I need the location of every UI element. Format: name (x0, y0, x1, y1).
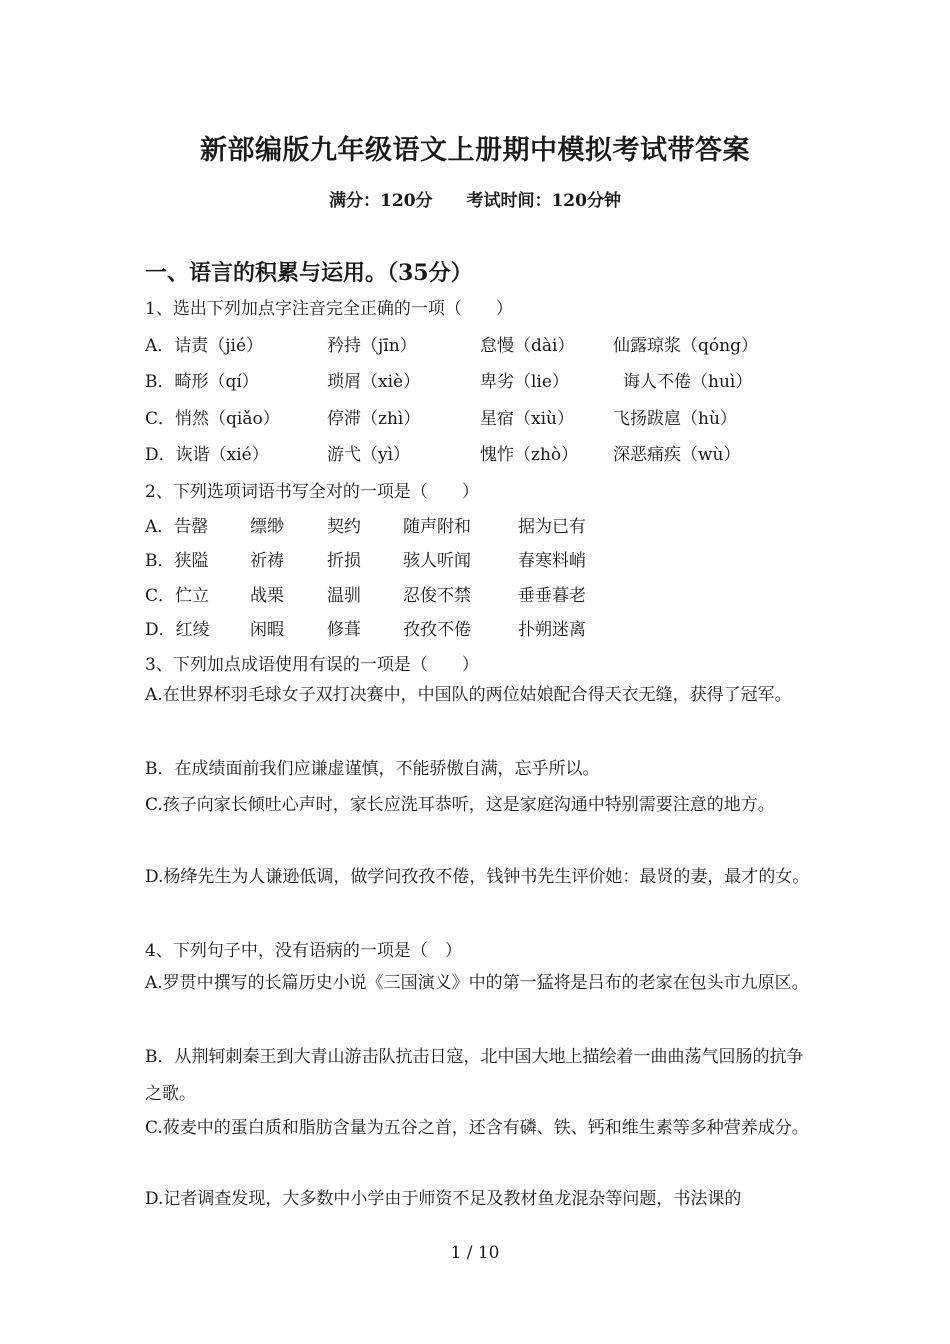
full-score: 满分：120分 (329, 191, 433, 211)
q3-option-a: A.在世界杯羽毛球女子双打决赛中，中国队的两位姑娘配合得天衣无缝，获得了冠军。 (145, 685, 792, 705)
word-cell: 春寒料峭 (518, 551, 586, 571)
option-cell: 停滞（zhì） (327, 409, 421, 429)
q4-option-d: D.记者调查发现，大多数中小学由于师资不足及教材鱼龙混杂等问题，书法课的 (145, 1189, 742, 1209)
word-cell: C．伫立 (145, 586, 210, 606)
option-cell: D．诙谐（xié） (145, 445, 269, 465)
option-cell: 矜持（jīn） (327, 336, 417, 356)
exam-time: 考试时间：120分钟 (466, 191, 621, 211)
option-cell: A．诘责（jié） (145, 336, 264, 356)
option-cell: 星宿（xiù） (480, 409, 574, 429)
q4-option-a: A.罗贯中撰写的长篇历史小说《三国演义》中的第一猛将是吕布的老家在包头市九原区。 (145, 973, 809, 993)
word-cell: 垂垂暮老 (518, 586, 586, 606)
word-cell: 扑朔迷离 (518, 620, 586, 640)
q3-stem: 3、下列加点成语使用有误的一项是（ ） (145, 655, 479, 675)
q1-stem: 1、选出下列加点字注音完全正确的一项（ ） (145, 299, 513, 319)
q4-stem: 4、下列句子中，没有语病的一项是（ ） (145, 941, 462, 961)
word-cell: 孜孜不倦 (403, 620, 471, 640)
option-cell: 愧怍（zhò） (480, 445, 579, 465)
q3-option-b: B．在成绩面前我们应谦虚谨慎，不能骄傲自满，忘乎所以。 (145, 759, 600, 779)
word-cell: 据为已有 (518, 517, 586, 537)
word-cell: 随声附和 (403, 517, 471, 537)
option-cell: 飞扬跋扈（hù） (613, 409, 737, 429)
word-cell: D．红绫 (145, 620, 210, 640)
option-cell: 怠慢（dài） (480, 336, 575, 356)
q2-stem: 2、下列选项词语书写全对的一项是（ ） (145, 482, 479, 502)
page-number: 1 / 10 (450, 1243, 500, 1263)
page-title: 新部编版九年级语文上册期中模拟考试带答案 (200, 135, 750, 166)
option-cell: 琐屑（xiè） (327, 372, 421, 392)
exam-meta (0, 186, 950, 211)
word-cell: 祈祷 (250, 551, 284, 571)
word-cell: A．告罄 (145, 517, 209, 537)
q4-option-c: C.莜麦中的蛋白质和脂肪含量为五谷之首，还含有磷、铁、钙和维生素等多种营养成分。 (145, 1118, 809, 1138)
section-heading: 一、语言的积累与运用。（35分） (145, 260, 473, 286)
word-cell: B．狭隘 (145, 551, 209, 571)
word-cell: 契约 (327, 517, 361, 537)
option-cell: 仙露琼浆（qóng） (613, 336, 758, 356)
q3-option-d: D.杨绛先生为人谦逊低调，做学问孜孜不倦，钱钟书先生评价她：最贤的妻，最才的女。 (145, 867, 810, 887)
word-cell: 骇人听闻 (403, 551, 471, 571)
word-cell: 忍俊不禁 (403, 586, 471, 606)
q3-option-c: C.孩子向家长倾吐心声时，家长应洗耳恭听，这是家庭沟通中特别需要注意的地方。 (145, 795, 775, 815)
option-cell: 游弋（yì） (327, 445, 411, 465)
word-cell: 修葺 (327, 620, 361, 640)
option-cell: C．悄然（qiǎo） (145, 409, 280, 429)
option-cell: B．畸形（qí） (145, 372, 259, 392)
option-cell: 深恶痛疾（wù） (613, 445, 741, 465)
option-cell: 卑劣（lie） (480, 372, 569, 392)
word-cell: 闲暇 (250, 620, 284, 640)
word-cell: 战栗 (250, 586, 284, 606)
q4-option-b: B．从荆轲刺秦王到大青山游击队抗击日寇，北中国大地上描绘着一曲曲荡气回肠的抗争之歌。 (145, 1047, 804, 1104)
option-cell: 诲人不倦（huì） (623, 372, 753, 392)
word-cell: 折损 (327, 551, 361, 571)
word-cell: 温驯 (327, 586, 361, 606)
word-cell: 缥缈 (250, 517, 284, 537)
